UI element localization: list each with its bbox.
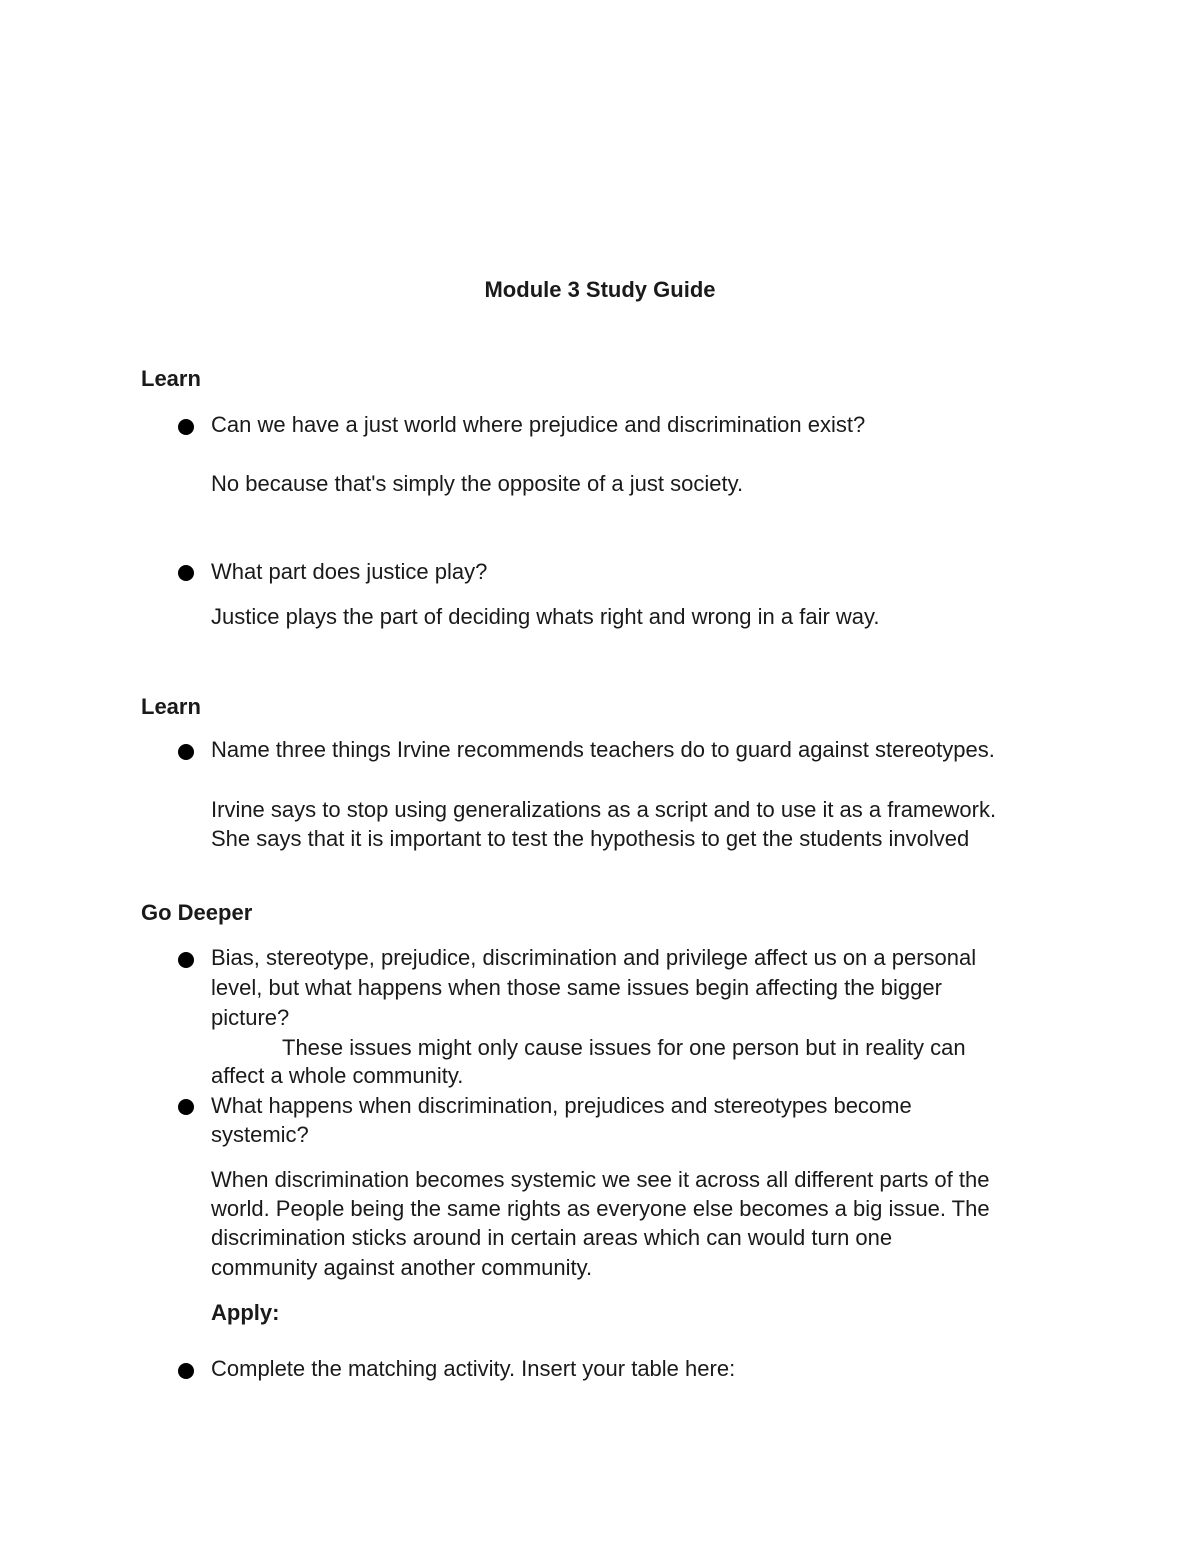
- answer-line: Irvine says to stop using generalizations as a script and to use it as a framework.: [211, 797, 997, 822]
- question-text: Name three things Irvine recommends teachers do to guard against stereotypes.: [211, 737, 995, 762]
- section-heading-go-deeper: Go Deeper: [141, 900, 253, 925]
- answer-text: Justice plays the part of deciding whats right and wrong in a fair way.: [211, 604, 880, 629]
- bullet-icon: [178, 952, 194, 968]
- section-heading-learn-2: Learn: [141, 694, 201, 719]
- bullet-icon: [178, 1363, 194, 1379]
- question-line: picture?: [211, 1005, 290, 1030]
- answer-line: community against another community.: [211, 1255, 593, 1280]
- answer-line: When discrimination becomes systemic we see it across all different parts of the: [211, 1167, 990, 1192]
- apply-item-text: Complete the matching activity. Insert your table here:: [211, 1356, 736, 1381]
- bullet-icon: [178, 744, 194, 760]
- section-heading-learn-1: Learn: [141, 366, 201, 391]
- answer-line: discrimination sticks around in certain areas which can would turn one: [211, 1225, 893, 1250]
- bullet-icon: [178, 419, 194, 435]
- bullet-icon: [178, 1099, 194, 1115]
- question-line: Bias, stereotype, prejudice, discrimination and privilege affect us on a personal: [211, 945, 977, 970]
- question-line: systemic?: [211, 1122, 309, 1147]
- bullet-icon: [178, 565, 194, 581]
- question-text: What part does justice play?: [211, 559, 488, 584]
- answer-line: world. People being the same rights as everyone else becomes a big issue. The: [211, 1196, 990, 1221]
- answer-line-indented: [211, 1033, 1071, 1063]
- apply-label: Apply:: [211, 1300, 280, 1325]
- question-line: What happens when discrimination, prejudices and stereotypes become: [211, 1093, 912, 1118]
- answer-text: No because that's simply the opposite of a just society.: [211, 471, 744, 496]
- page-title: Module 3 Study Guide: [484, 277, 716, 302]
- answer-line: These issues might only cause issues for one person but in reality can: [282, 1035, 966, 1060]
- answer-line: affect a whole community.: [211, 1063, 464, 1088]
- answer-line: She says that it is important to test the hypothesis to get the students involved: [211, 826, 970, 851]
- question-text: Can we have a just world where prejudice and discrimination exist?: [211, 412, 866, 437]
- question-line: level, but what happens when those same issues begin affecting the bigger: [211, 975, 942, 1000]
